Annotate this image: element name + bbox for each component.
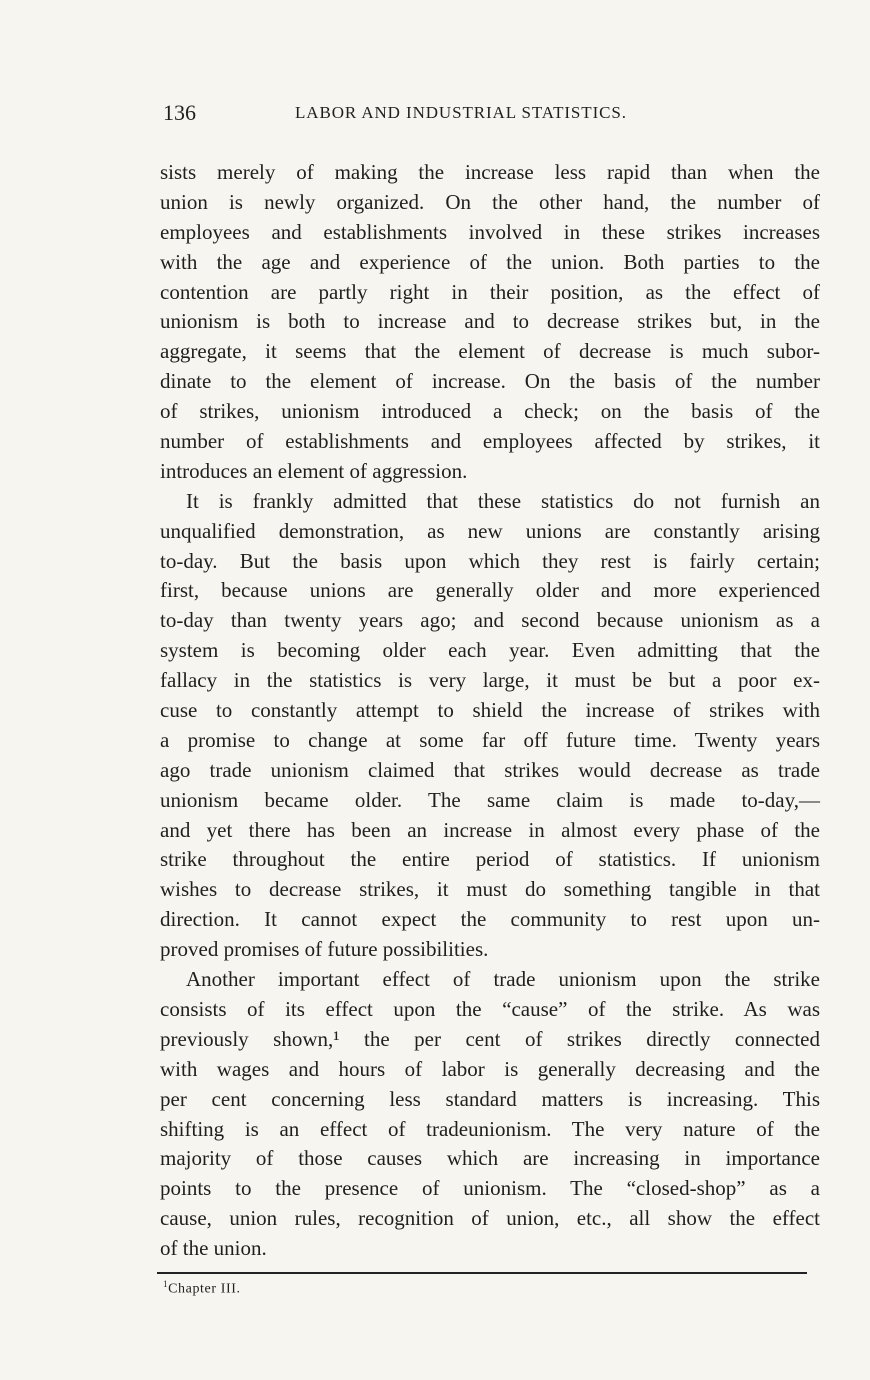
- text-line: and yet there has been an increase in almost every phase of the: [160, 817, 820, 842]
- text-line: unionism is both to increase and to decrease strikes but, in the: [160, 309, 820, 334]
- text-line: shifting is an effect of tradeunionism. The very nature of the: [160, 1116, 820, 1141]
- footnote-marker: 1: [163, 1279, 169, 1289]
- footnote-rule: [157, 1272, 807, 1274]
- text-line: to-day. But the basis upon which they rest is fairly certain;: [160, 548, 820, 573]
- text-line: wishes to decrease strikes, it must do something tangible in that: [160, 877, 820, 902]
- text-line: unionism became older. The same claim is made to-day,—: [160, 787, 820, 812]
- text-line: with the age and experience of the union. Both parties to the: [160, 249, 820, 274]
- text-line: direction. It cannot expect the community to rest upon un-: [160, 907, 820, 932]
- text-line: number of establishments and employees affected by strikes, it: [160, 429, 820, 454]
- text-line: per cent concerning less standard matters is increasing. This: [160, 1086, 820, 1111]
- text-line: to-day than twenty years ago; and second because unionism as a: [160, 608, 820, 633]
- paragraph: [160, 158, 820, 487]
- footnote-text: Chapter III.: [168, 1281, 241, 1297]
- text-line: a promise to change at some far off future time. Twenty years: [160, 727, 820, 752]
- text-line: union is newly organized. On the other hand, the number of: [160, 189, 820, 214]
- text-line: previously shown,¹ the per cent of strikes directly connected: [160, 1026, 820, 1051]
- paragraph: [160, 487, 820, 965]
- text-line: consists of its effect upon the “cause” of the strike. As was: [160, 996, 820, 1021]
- text-line: with wages and hours of labor is generally decreasing and the: [160, 1056, 820, 1081]
- body-text: [160, 158, 820, 1264]
- text-line: unqualified demonstration, as new unions are constantly arising: [160, 518, 820, 543]
- text-line: cuse to constantly attempt to shield the increase of strikes with: [160, 698, 820, 723]
- text-line: aggregate, it seems that the element of decrease is much subor-: [160, 339, 820, 364]
- paragraph: [160, 965, 820, 1264]
- text-line: It is frankly admitted that these statistics do not furnish an: [186, 488, 820, 513]
- text-line: strike throughout the entire period of statistics. If unionism: [160, 847, 820, 872]
- running-head: LABOR AND INDUSTRIAL STATISTICS.: [295, 103, 627, 122]
- text-line: dinate to the element of increase. On the basis of the number: [160, 369, 820, 394]
- text-line: of the union.: [160, 1236, 267, 1261]
- page-number: 136: [163, 100, 196, 125]
- text-line: of strikes, unionism introduced a check; on the basis of the: [160, 399, 820, 424]
- text-line: fallacy in the statistics is very large, it must be but a poor ex-: [160, 668, 820, 693]
- text-line: employees and establishments involved in these strikes increases: [160, 219, 820, 244]
- text-line: first, because unions are generally older and more experienced: [160, 578, 820, 603]
- text-line: ago trade unionism claimed that strikes would decrease as trade: [160, 757, 820, 782]
- text-line: points to the presence of unionism. The “closed-shop” as a: [160, 1176, 820, 1201]
- text-line: sists merely of making the increase less rapid than when the: [160, 160, 820, 184]
- text-line: contention are partly right in their position, as the effect of: [160, 279, 820, 304]
- text-line: proved promises of future possibilities.: [160, 937, 489, 962]
- footnote: [163, 1279, 241, 1298]
- page-header: [163, 100, 823, 130]
- text-line: introduces an element of aggression.: [160, 458, 468, 483]
- text-line: system is becoming older each year. Even admitting that the: [160, 638, 820, 663]
- text-line: cause, union rules, recognition of union, etc., all show the effect: [160, 1206, 820, 1231]
- text-line: majority of those causes which are increasing in importance: [160, 1146, 820, 1171]
- text-line: Another important effect of trade unionism upon the strike: [186, 967, 820, 992]
